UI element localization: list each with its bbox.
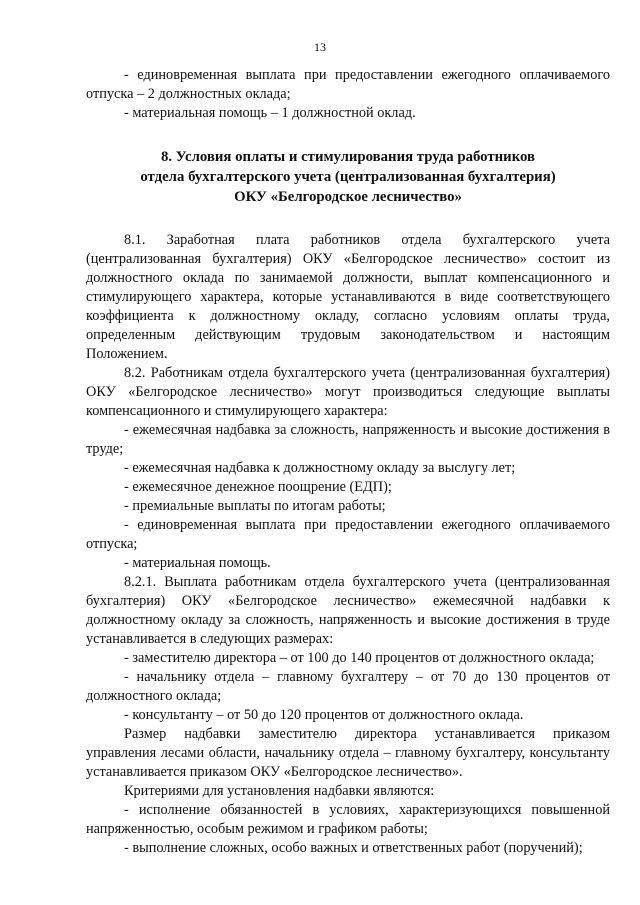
paragraph-8-1: 8.1. Заработная плата работников отдела бухгалтерского учета (централизованная бухгалтерия) ОКУ «Белгородское лесничество» состоит из должностного оклада по занимаемой должности, выплат компенсационного и стимулирующего характера, которые устанавливаются в виде соответствующего коэффициента к должностному окладу, согласно условиям оплаты труда, определенным действующим трудовым законодательством и настоящим Положением.	[86, 232, 610, 362]
paragraph: - материальная помощь – 1 должностной оклад.	[124, 105, 416, 121]
list-item: - единовременная выплата при предоставлении ежегодного оплачиваемого отпуска;	[86, 517, 610, 552]
paragraph-8-2: 8.2. Работникам отдела бухгалтерского учета (централизованная бухгалтерия) ОКУ «Белгородское лесничество» могут производиться следующие выплаты компенсационного и стимулирующего характера:	[86, 365, 610, 419]
list-item: - премиальные выплаты по итогам работы;	[124, 498, 386, 514]
list-item: - ежемесячная надбавка за сложность, напряженность и высокие достижения в труде;	[86, 422, 610, 457]
list-item: - заместителю директора – от 100 до 140 процентов от должностного оклада;	[124, 650, 595, 666]
paragraph: - единовременная выплата при предоставлении ежегодного оплачиваемого отпуска – 2 должностных оклада;	[86, 67, 610, 102]
paragraph-criteria: Критериями для установления надбавки являются:	[124, 783, 435, 799]
paragraph-8-2-1: 8.2.1. Выплата работникам отдела бухгалтерского учета (централизованная бухгалтерия) ОКУ «Белгородское лесничество» ежемесячной надбавки к должностному окладу за сложность, напряженность и высокие достижения в труде устанавливается в следующих размерах:	[86, 574, 610, 647]
list-item: - консультанту – от 50 до 120 процентов от должностного оклада.	[124, 707, 524, 723]
document-body	[86, 66, 610, 858]
list-item: - ежемесячное денежное поощрение (ЕДП);	[124, 479, 392, 495]
list-item: - ежемесячная надбавка к должностному окладу за выслугу лет;	[124, 460, 516, 476]
list-item: - материальная помощь.	[124, 555, 271, 571]
section-heading	[86, 147, 610, 207]
page-number: 13	[314, 40, 326, 54]
heading-line: ОКУ «Белгородское лесничество»	[234, 189, 462, 205]
list-item: - начальнику отдела – главному бухгалтеру – от 70 до 130 процентов от должностного оклада;	[86, 669, 610, 704]
heading-line: отдела бухгалтерского учета (централизованная бухгалтерия)	[140, 169, 556, 185]
list-item: - выполнение сложных, особо важных и ответственных работ (поручений);	[124, 840, 583, 856]
heading-line: 8. Условия оплаты и стимулирования труда работников	[160, 149, 536, 165]
paragraph-size: Размер надбавки заместителю директора устанавливается приказом управления лесами области, начальнику отдела – главному бухгалтеру, консультанту устанавливается приказом ОКУ «Белгородское лесничество».	[86, 726, 610, 780]
list-item: - исполнение обязанностей в условиях, характеризующихся повышенной напряженностью, особым режимом и графиком работы;	[86, 802, 610, 837]
